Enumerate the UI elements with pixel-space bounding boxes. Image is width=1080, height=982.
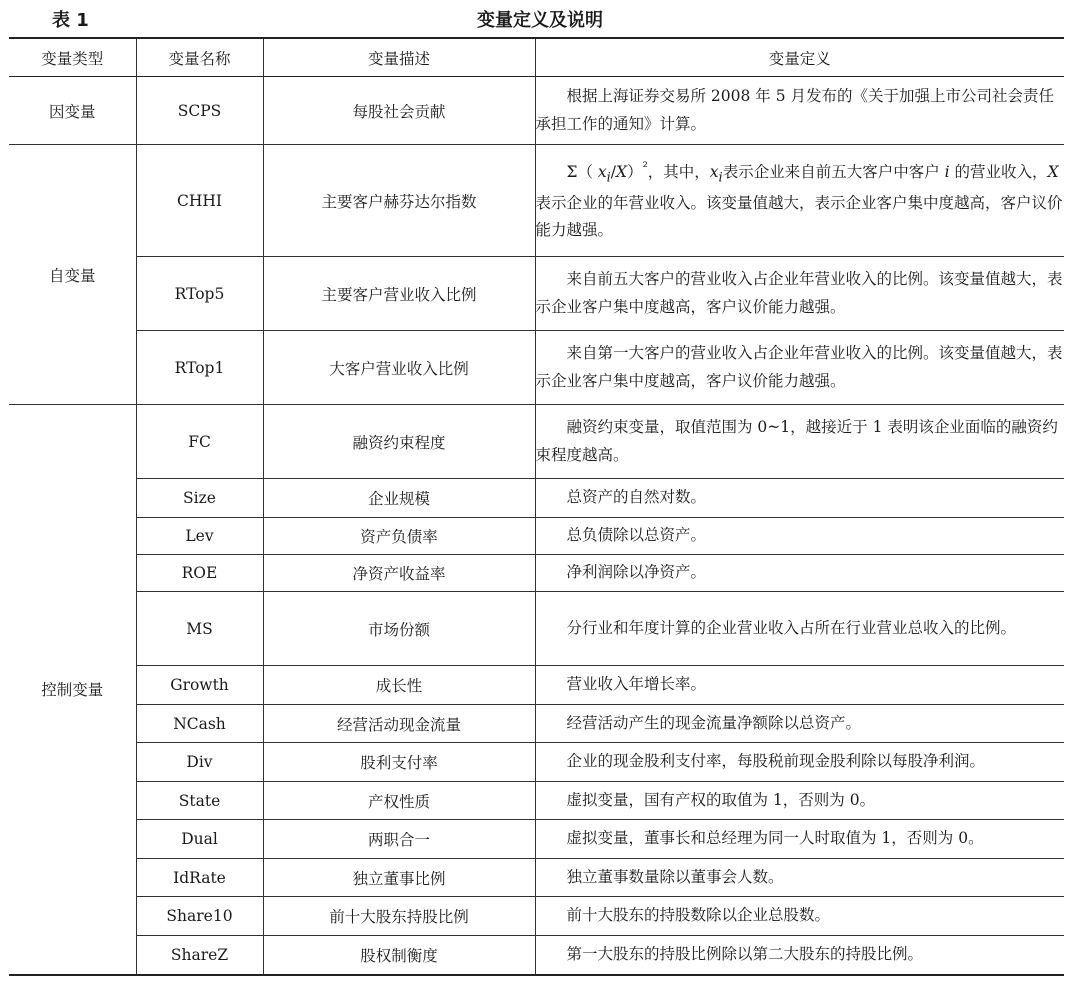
var-desc: 股权制衡度 [263,936,535,975]
var-name: Dual [136,820,263,859]
var-desc: 融资约束程度 [263,405,535,479]
table-number: 表 1 [52,10,89,31]
header-row [9,38,1064,77]
table-row [9,257,1064,331]
table-row [9,859,1064,897]
var-name: SCPS [136,77,263,145]
var-desc: 大客户营业收入比例 [263,331,535,405]
var-desc: 每股社会贡献 [263,77,535,145]
var-desc: 主要客户赫芬达尔指数 [263,145,535,257]
var-desc: 资产负债率 [263,518,535,555]
var-name: ROE [136,555,263,592]
var-def: 分行业和年度计算的企业营业收入占所在行业营业总收入的比例。 [535,592,1064,666]
table-row [9,555,1064,592]
var-desc: 经营活动现金流量 [263,705,535,743]
var-name: Div [136,743,263,782]
table-row [9,331,1064,405]
var-def: 企业的现金股利支付率，每股税前现金股利除以每股净利润。 [535,743,1064,782]
var-name: RTop1 [136,331,263,405]
var-def: 来自前五大客户的营业收入占企业年营业收入的比例。该变量值越大，表示企业客户集中度越高，客户议价能力越强。 [535,257,1064,331]
var-desc: 主要客户营业收入比例 [263,257,535,331]
var-name: IdRate [136,859,263,897]
var-name: Share10 [136,897,263,936]
table-row [9,666,1064,705]
var-desc: 前十大股东持股比例 [263,897,535,936]
header-desc: 变量描述 [263,38,535,77]
table-row [9,936,1064,975]
group-independent: 自变量 [9,145,136,405]
var-def: 净利润除以净资产。 [535,555,1064,592]
header-name: 变量名称 [136,38,263,77]
table-row [9,897,1064,936]
var-desc: 产权性质 [263,782,535,820]
var-name: RTop5 [136,257,263,331]
var-def: 来自第一大客户的营业收入占企业年营业收入的比例。该变量值越大，表示企业客户集中度越高，客户议价能力越强。 [535,331,1064,405]
table-row [9,77,1064,145]
var-def: 融资约束变量，取值范围为 0~1，越接近于 1 表明该企业面临的融资约束程度越高。 [535,405,1064,479]
table-row [9,405,1064,479]
var-desc: 独立董事比例 [263,859,535,897]
var-def: 经营活动产生的现金流量净额除以总资产。 [535,705,1064,743]
variable-definition-table [9,37,1064,976]
var-name: CHHI [136,145,263,257]
header-def: 变量定义 [535,38,1064,77]
var-def: 独立董事数量除以董事会人数。 [535,859,1064,897]
var-name: Size [136,479,263,518]
var-def: 虚拟变量，国有产权的取值为 1，否则为 0。 [535,782,1064,820]
table-caption [0,6,1080,32]
header-type: 变量类型 [9,38,136,77]
var-def: 虚拟变量，董事长和总经理为同一人时取值为 1，否则为 0。 [535,820,1064,859]
var-desc: 两职合一 [263,820,535,859]
var-def: 根据上海证券交易所 2008 年 5 月发布的《关于加强上市公司社会责任承担工作的通知》计算。 [535,77,1064,145]
table-row [9,592,1064,666]
table-row [9,705,1064,743]
var-def: Σ（ $x_i/X)^{^2}$，其中，$x_i$表示企业来自前五大客户中客户 i 的营业收入，X 表示企业的年营业收入。该变量值越大，表示企业客户集中度越高，客户议价能力越强。 [535,145,1064,257]
table-row [9,479,1064,518]
table-row [9,518,1064,555]
var-def: 总负债除以总资产。 [535,518,1064,555]
var-desc: 成长性 [263,666,535,705]
var-def: 前十大股东的持股数除以企业总股数。 [535,897,1064,936]
var-name: FC [136,405,263,479]
var-name: Lev [136,518,263,555]
var-name: Growth [136,666,263,705]
var-name: NCash [136,705,263,743]
var-desc: 企业规模 [263,479,535,518]
var-desc: 市场份额 [263,592,535,666]
group-control: 控制变量 [9,405,136,975]
group-dependent: 因变量 [9,77,136,145]
var-def: 总资产的自然对数。 [535,479,1064,518]
var-def: 第一大股东的持股比例除以第二大股东的持股比例。 [535,936,1064,975]
var-def: 营业收入年增长率。 [535,666,1064,705]
var-name: MS [136,592,263,666]
var-desc: 净资产收益率 [263,555,535,592]
table-row [9,782,1064,820]
var-name: ShareZ [136,936,263,975]
var-desc: 股利支付率 [263,743,535,782]
table-row [9,820,1064,859]
table-title: 变量定义及说明 [477,10,603,31]
var-name: State [136,782,263,820]
table-row [9,743,1064,782]
table-row [9,145,1064,257]
